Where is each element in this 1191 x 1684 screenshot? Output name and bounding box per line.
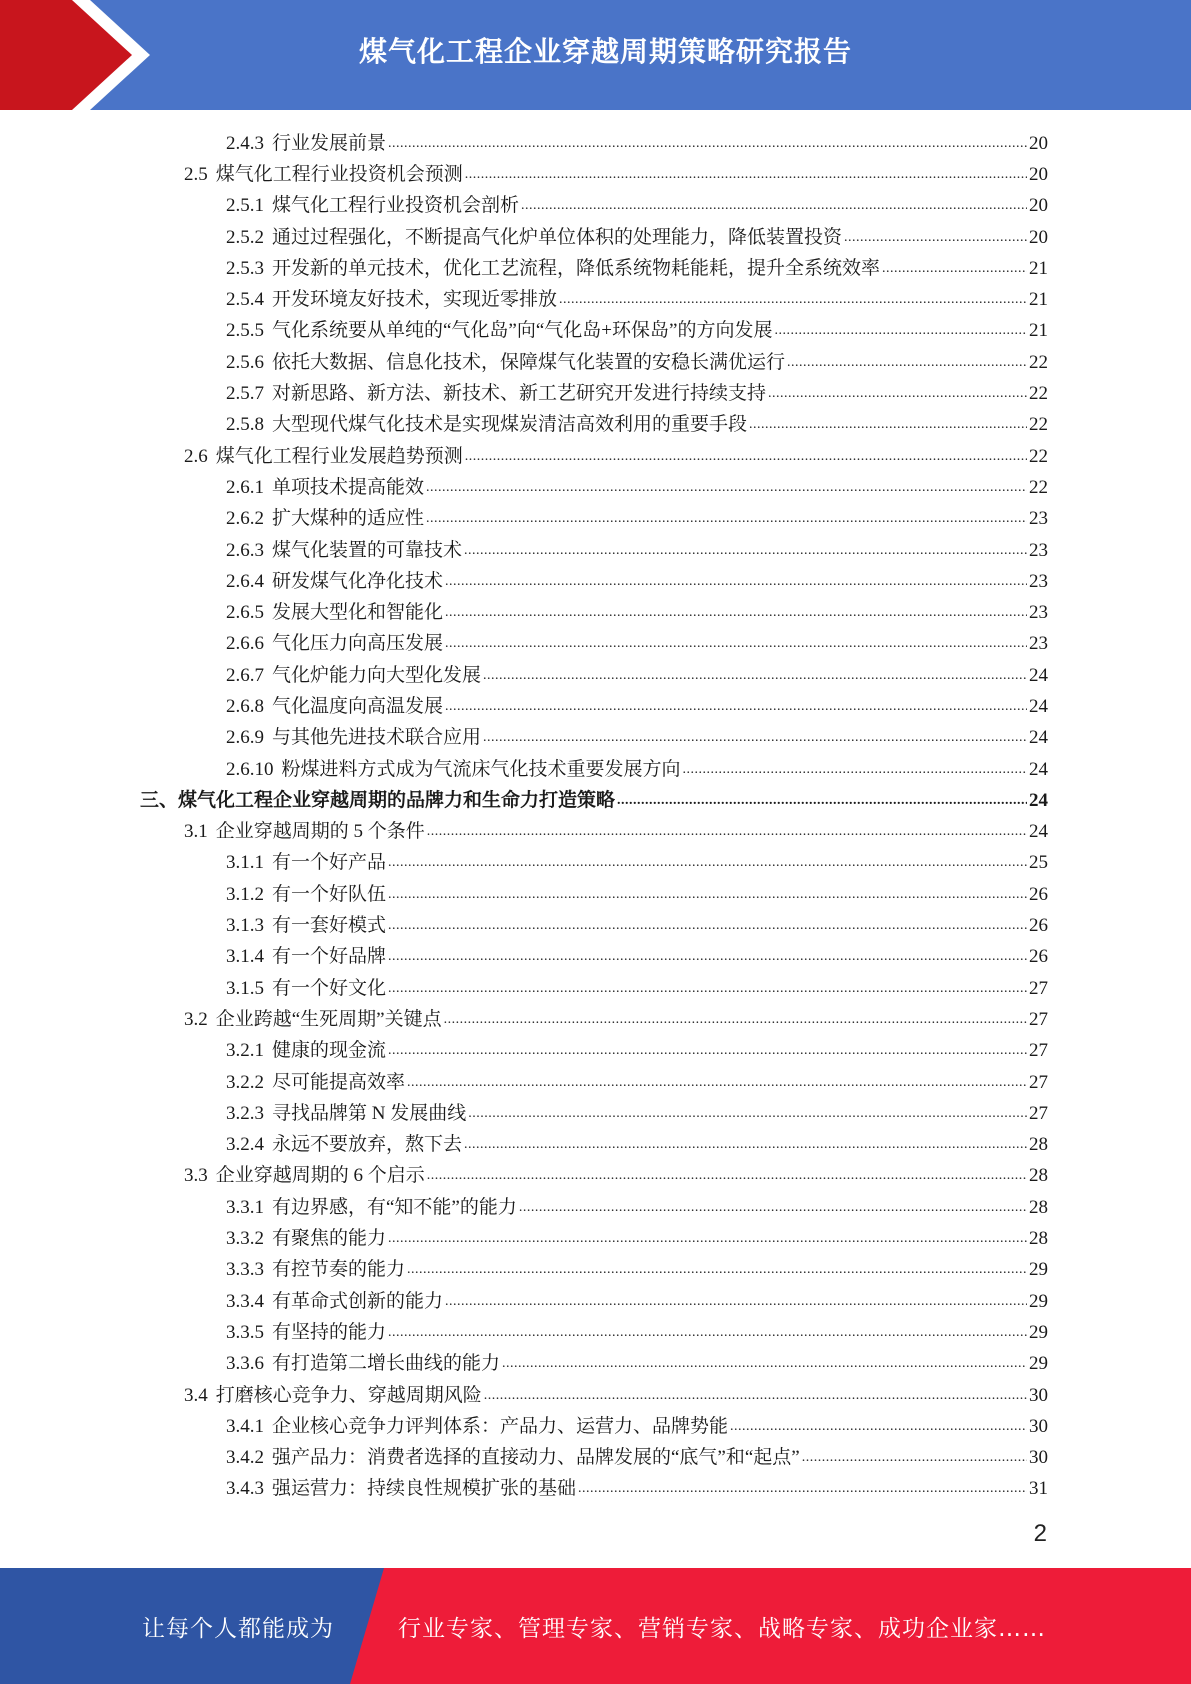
- toc-entry-number: 3.1.5: [226, 977, 264, 999]
- toc-entry[interactable]: [140, 785, 1048, 816]
- toc-entry-number: 2.6.7: [226, 664, 264, 686]
- toc-dot-leader: [388, 977, 1027, 1001]
- toc-entry-page: 30: [1029, 1384, 1048, 1406]
- toc-entry-page: 28: [1029, 1165, 1048, 1187]
- toc-entry-page: 27: [1029, 1008, 1048, 1030]
- toc-entry-title: 健康的现金流: [272, 1040, 387, 1062]
- toc-entry[interactable]: [140, 378, 1048, 409]
- toc-entry[interactable]: [140, 1442, 1048, 1473]
- toc-dot-leader: [388, 851, 1027, 875]
- toc-entry[interactable]: [140, 566, 1048, 597]
- toc-entry-title: 煤气化工程行业投资机会剖析: [272, 195, 520, 217]
- toc-entry-title: 永远不要放弃，熬下去: [272, 1134, 463, 1156]
- toc-entry-page: 24: [1029, 695, 1048, 717]
- toc-entry-title: 气化系统要从单纯的“气化岛”向“气化岛+环保岛”的方向发展: [272, 320, 773, 342]
- toc-entry-title: 有控节奏的能力: [272, 1259, 406, 1281]
- toc-entry-page: 28: [1029, 1196, 1048, 1218]
- toc-entry-title: 研发煤气化净化技术: [272, 570, 444, 592]
- toc-entry[interactable]: [140, 284, 1048, 315]
- toc-dot-leader: [407, 1071, 1027, 1095]
- toc-entry-page: 25: [1029, 852, 1048, 874]
- footer-slogan-lead: 让每个人都能成为: [142, 1615, 334, 1642]
- toc-entry[interactable]: [140, 1004, 1048, 1035]
- toc-entry-title: 与其他先进技术联合应用: [272, 727, 482, 749]
- table-of-contents: [140, 128, 1048, 1505]
- toc-dot-leader: [521, 194, 1027, 218]
- toc-entry-page: 27: [1029, 977, 1048, 999]
- toc-entry-title: 粉煤进料方式成为气流床气化技术重要发展方向: [281, 758, 681, 780]
- toc-entry[interactable]: [140, 1067, 1048, 1098]
- toc-entry-title: 有一个好产品: [272, 852, 387, 874]
- toc-entry-number: 3.1.1: [226, 852, 264, 874]
- toc-entry[interactable]: [140, 1380, 1048, 1411]
- toc-entry-number: 3.2.3: [226, 1102, 264, 1124]
- toc-entry-title: 气化压力向高压发展: [272, 633, 444, 655]
- toc-entry-page: 21: [1029, 289, 1048, 311]
- toc-entry[interactable]: [140, 1255, 1048, 1286]
- toc-dot-leader: [730, 1415, 1027, 1439]
- toc-entry-title: 企业穿越周期的 5 个条件: [215, 821, 425, 843]
- toc-entry-title: 有打造第二增长曲线的能力: [272, 1353, 501, 1375]
- toc-entry-title: 企业跨越“生死周期”关键点: [215, 1008, 442, 1030]
- toc-entry-page: 22: [1029, 445, 1048, 467]
- toc-entry-number: 2.6.8: [226, 695, 264, 717]
- toc-entry-number: 3.3.3: [226, 1259, 264, 1281]
- toc-dot-leader: [882, 257, 1027, 281]
- toc-entry-page: 23: [1029, 633, 1048, 655]
- toc-entry-title: 寻找品牌第 N 发展曲线: [272, 1102, 467, 1124]
- toc-entry[interactable]: [140, 316, 1048, 347]
- toc-entry-title: 气化炉能力向大型化发展: [272, 664, 482, 686]
- toc-entry[interactable]: [140, 660, 1048, 691]
- toc-entry-page: 23: [1029, 539, 1048, 561]
- toc-dot-leader: [388, 1321, 1027, 1345]
- toc-entry-number: 3.1.3: [226, 915, 264, 937]
- toc-entry-page: 23: [1029, 508, 1048, 530]
- toc-entry[interactable]: [140, 410, 1048, 441]
- toc-entry-number: 2.5.3: [226, 257, 264, 279]
- toc-dot-leader: [445, 1290, 1027, 1314]
- toc-entry-page: 29: [1029, 1259, 1048, 1281]
- toc-entry-page: 27: [1029, 1040, 1048, 1062]
- toc-dot-leader: [559, 288, 1027, 312]
- toc-dot-leader: [427, 820, 1027, 844]
- toc-entry-number: 2.6: [184, 445, 208, 467]
- toc-entry-number: 三、: [140, 789, 179, 811]
- toc-entry[interactable]: [140, 1098, 1048, 1129]
- toc-entry[interactable]: [140, 159, 1048, 190]
- toc-entry-number: 3.1.2: [226, 883, 264, 905]
- toc-entry-page: 23: [1029, 570, 1048, 592]
- toc-entry[interactable]: [140, 472, 1048, 503]
- toc-dot-leader: [445, 695, 1027, 719]
- toc-entry-title: 有聚焦的能力: [272, 1228, 387, 1250]
- toc-entry-title: 有一套好模式: [272, 915, 387, 937]
- toc-entry-page: 24: [1029, 664, 1048, 686]
- toc-entry-number: 2.4.3: [226, 132, 264, 154]
- toc-entry[interactable]: [140, 222, 1048, 253]
- toc-entry-page: 22: [1029, 414, 1048, 436]
- toc-entry-number: 2.6.2: [226, 508, 264, 530]
- toc-dot-leader: [407, 1258, 1027, 1282]
- toc-entry-number: 3.1: [184, 821, 208, 843]
- toc-dot-leader: [787, 351, 1027, 375]
- toc-dot-leader: [484, 1384, 1027, 1408]
- toc-dot-leader: [465, 163, 1027, 187]
- toc-entry-number: 2.6.6: [226, 633, 264, 655]
- toc-entry-page: 29: [1029, 1353, 1048, 1375]
- header-banner: [0, 0, 1191, 110]
- toc-entry-number: 3.3.5: [226, 1321, 264, 1343]
- toc-entry-title: 尽可能提高效率: [272, 1071, 406, 1093]
- page-number: 2: [1033, 1520, 1047, 1547]
- toc-entry-title: 企业穿越周期的 6 个启示: [215, 1165, 425, 1187]
- toc-entry-page: 24: [1029, 821, 1048, 843]
- toc-dot-leader: [388, 1039, 1027, 1063]
- toc-dot-leader: [468, 1102, 1027, 1126]
- toc-dot-leader: [483, 726, 1027, 750]
- toc-dot-leader: [749, 413, 1027, 437]
- footer-slogan-roles: 行业专家、管理专家、营销专家、战略专家、成功企业家……: [398, 1615, 1046, 1642]
- toc-entry[interactable]: [140, 910, 1048, 941]
- toc-entry-number: 2.6.9: [226, 727, 264, 749]
- toc-entry[interactable]: [140, 535, 1048, 566]
- toc-entry-number: 3.1.4: [226, 946, 264, 968]
- toc-dot-leader: [519, 1196, 1027, 1220]
- toc-entry-title: 对新思路、新方法、新技术、新工艺研究开发进行持续支持: [272, 383, 767, 405]
- toc-entry-title: 煤气化装置的可靠技术: [272, 539, 463, 561]
- toc-dot-leader: [388, 1227, 1027, 1251]
- toc-entry[interactable]: [140, 817, 1048, 848]
- toc-dot-leader: [464, 1133, 1027, 1157]
- toc-entry-page: 21: [1029, 320, 1048, 342]
- toc-entry-title: 打磨核心竞争力、穿越周期风险: [215, 1384, 482, 1406]
- toc-entry-title: 有一个好品牌: [272, 946, 387, 968]
- toc-entry[interactable]: [140, 1036, 1048, 1067]
- toc-entry-number: 2.5: [184, 163, 208, 185]
- toc-entry-number: 3.3.4: [226, 1290, 264, 1312]
- toc-dot-leader: [578, 1477, 1027, 1501]
- toc-entry[interactable]: [140, 597, 1048, 628]
- toc-entry-page: 22: [1029, 476, 1048, 498]
- toc-entry-number: 3.2.2: [226, 1071, 264, 1093]
- toc-dot-leader: [426, 476, 1027, 500]
- toc-entry-page: 20: [1029, 132, 1048, 154]
- toc-entry-title: 扩大煤种的适应性: [272, 508, 425, 530]
- toc-entry-number: 3.4.1: [226, 1415, 264, 1437]
- toc-entry-page: 23: [1029, 602, 1048, 624]
- toc-entry-page: 24: [1029, 789, 1048, 811]
- footer-banner: [0, 1568, 1191, 1684]
- toc-entry-number: 2.5.2: [226, 226, 264, 248]
- toc-entry-number: 3.4: [184, 1384, 208, 1406]
- toc-entry-number: 2.5.6: [226, 351, 264, 373]
- toc-entry-number: 2.5.4: [226, 289, 264, 311]
- toc-entry-title: 依托大数据、信息化技术，保障煤气化装置的安稳长满优运行: [272, 351, 786, 373]
- toc-entry-number: 2.5.5: [226, 320, 264, 342]
- toc-entry-title: 煤气化工程行业投资机会预测: [215, 163, 463, 185]
- toc-entry[interactable]: [140, 942, 1048, 973]
- toc-dot-leader: [445, 601, 1027, 625]
- toc-entry-number: 2.5.7: [226, 383, 264, 405]
- toc-entry-title: 气化温度向高温发展: [272, 695, 444, 717]
- toc-entry-number: 2.6.3: [226, 539, 264, 561]
- toc-entry-title: 煤气化工程企业穿越周期的品牌力和生命力打造策略: [178, 789, 616, 811]
- toc-entry-title: 强产品力：消费者选择的直接动力、品牌发展的“底气”和“起点”: [272, 1447, 800, 1469]
- toc-entry[interactable]: [140, 723, 1048, 754]
- toc-entry[interactable]: [140, 441, 1048, 472]
- toc-entry-number: 3.2.4: [226, 1134, 264, 1156]
- toc-entry-title: 有一个好文化: [272, 977, 387, 999]
- toc-dot-leader: [445, 632, 1027, 656]
- toc-dot-leader: [427, 1164, 1027, 1188]
- toc-entry-page: 29: [1029, 1321, 1048, 1343]
- toc-entry-title: 开发环境友好技术，实现近零排放: [272, 289, 558, 311]
- toc-dot-leader: [774, 319, 1027, 343]
- toc-entry-number: 3.2: [184, 1008, 208, 1030]
- toc-entry[interactable]: [140, 1411, 1048, 1442]
- toc-dot-leader: [445, 570, 1027, 594]
- toc-dot-leader: [388, 132, 1027, 156]
- toc-entry-number: 3.3.1: [226, 1196, 264, 1218]
- toc-entry-title: 大型现代煤气化技术是实现煤炭清洁高效利用的重要手段: [272, 414, 748, 436]
- toc-entry[interactable]: [140, 973, 1048, 1004]
- toc-entry-page: 31: [1029, 1478, 1048, 1500]
- toc-entry-title: 企业核心竞争力评判体系：产品力、运营力、品牌势能: [272, 1415, 729, 1437]
- toc-entry-number: 2.5.8: [226, 414, 264, 436]
- toc-dot-leader: [444, 1008, 1027, 1032]
- toc-entry[interactable]: [140, 1317, 1048, 1348]
- toc-entry-title: 有坚持的能力: [272, 1321, 387, 1343]
- toc-entry-number: 2.6.1: [226, 476, 264, 498]
- toc-entry-title: 有革命式创新的能力: [272, 1290, 444, 1312]
- toc-entry-page: 22: [1029, 383, 1048, 405]
- toc-entry-page: 20: [1029, 195, 1048, 217]
- toc-entry-page: 28: [1029, 1134, 1048, 1156]
- toc-entry[interactable]: [140, 1474, 1048, 1505]
- toc-entry[interactable]: [140, 1130, 1048, 1161]
- toc-entry-title: 有一个好队伍: [272, 883, 387, 905]
- toc-entry-number: 2.5.1: [226, 195, 264, 217]
- toc-entry-page: 24: [1029, 758, 1048, 780]
- toc-entry[interactable]: [140, 1223, 1048, 1254]
- toc-entry-page: 26: [1029, 946, 1048, 968]
- toc-entry-number: 3.3.6: [226, 1353, 264, 1375]
- toc-entry-number: 3.4.3: [226, 1478, 264, 1500]
- toc-dot-leader: [388, 945, 1027, 969]
- toc-entry-number: 2.6.5: [226, 602, 264, 624]
- toc-entry[interactable]: [140, 253, 1048, 284]
- toc-entry[interactable]: [140, 191, 1048, 222]
- toc-dot-leader: [844, 226, 1027, 250]
- toc-dot-leader: [426, 507, 1027, 531]
- toc-dot-leader: [483, 664, 1027, 688]
- toc-entry[interactable]: [140, 1286, 1048, 1317]
- toc-entry-page: 20: [1029, 163, 1048, 185]
- toc-entry[interactable]: [140, 1349, 1048, 1380]
- toc-entry-title: 单项技术提高能效: [272, 476, 425, 498]
- toc-entry[interactable]: [140, 1161, 1048, 1192]
- toc-entry[interactable]: [140, 691, 1048, 722]
- toc-entry-title: 开发新的单元技术，优化工艺流程，降低系统物耗能耗，提升全系统效率: [272, 257, 881, 279]
- toc-dot-leader: [617, 789, 1027, 813]
- toc-entry-title: 有边界感，有“知不能”的能力: [272, 1196, 517, 1218]
- toc-dot-leader: [388, 883, 1027, 907]
- toc-entry-number: 3.2.1: [226, 1040, 264, 1062]
- toc-dot-leader: [802, 1446, 1027, 1470]
- toc-entry-title: 通过过程强化，不断提高气化炉单位体积的处理能力，降低装置投资: [272, 226, 843, 248]
- toc-entry[interactable]: [140, 347, 1048, 378]
- toc-dot-leader: [502, 1352, 1027, 1376]
- toc-entry-page: 21: [1029, 257, 1048, 279]
- report-title: 煤气化工程企业穿越周期策略研究报告: [358, 35, 852, 68]
- toc-entry-page: 24: [1029, 727, 1048, 749]
- toc-entry-title: 行业发展前景: [272, 132, 387, 154]
- toc-entry-title: 发展大型化和智能化: [272, 602, 444, 624]
- toc-entry[interactable]: [140, 879, 1048, 910]
- toc-entry-page: 29: [1029, 1290, 1048, 1312]
- toc-entry[interactable]: [140, 754, 1048, 785]
- toc-dot-leader: [465, 445, 1027, 469]
- toc-entry[interactable]: [140, 1192, 1048, 1223]
- toc-entry-number: 2.6.10: [226, 758, 274, 780]
- toc-entry-page: 20: [1029, 226, 1048, 248]
- toc-entry-number: 3.3.2: [226, 1228, 264, 1250]
- toc-entry-page: 27: [1029, 1102, 1048, 1124]
- toc-entry-page: 30: [1029, 1447, 1048, 1469]
- toc-entry-title: 强运营力：持续良性规模扩张的基础: [272, 1478, 577, 1500]
- toc-entry-number: 2.6.4: [226, 570, 264, 592]
- toc-entry-page: 27: [1029, 1071, 1048, 1093]
- toc-entry-number: 3.3: [184, 1165, 208, 1187]
- toc-entry[interactable]: [140, 848, 1048, 879]
- toc-entry-title: 煤气化工程行业发展趋势预测: [215, 445, 463, 467]
- toc-entry-page: 30: [1029, 1415, 1048, 1437]
- toc-entry-page: 22: [1029, 351, 1048, 373]
- toc-entry-page: 28: [1029, 1228, 1048, 1250]
- toc-entry-number: 3.4.2: [226, 1447, 264, 1469]
- toc-dot-leader: [388, 914, 1027, 938]
- toc-dot-leader: [464, 539, 1027, 563]
- toc-entry[interactable]: [140, 504, 1048, 535]
- toc-dot-leader: [768, 382, 1027, 406]
- toc-entry-page: 26: [1029, 883, 1048, 905]
- toc-entry[interactable]: [140, 128, 1048, 159]
- toc-dot-leader: [683, 758, 1027, 782]
- toc-entry-page: 26: [1029, 915, 1048, 937]
- toc-entry[interactable]: [140, 629, 1048, 660]
